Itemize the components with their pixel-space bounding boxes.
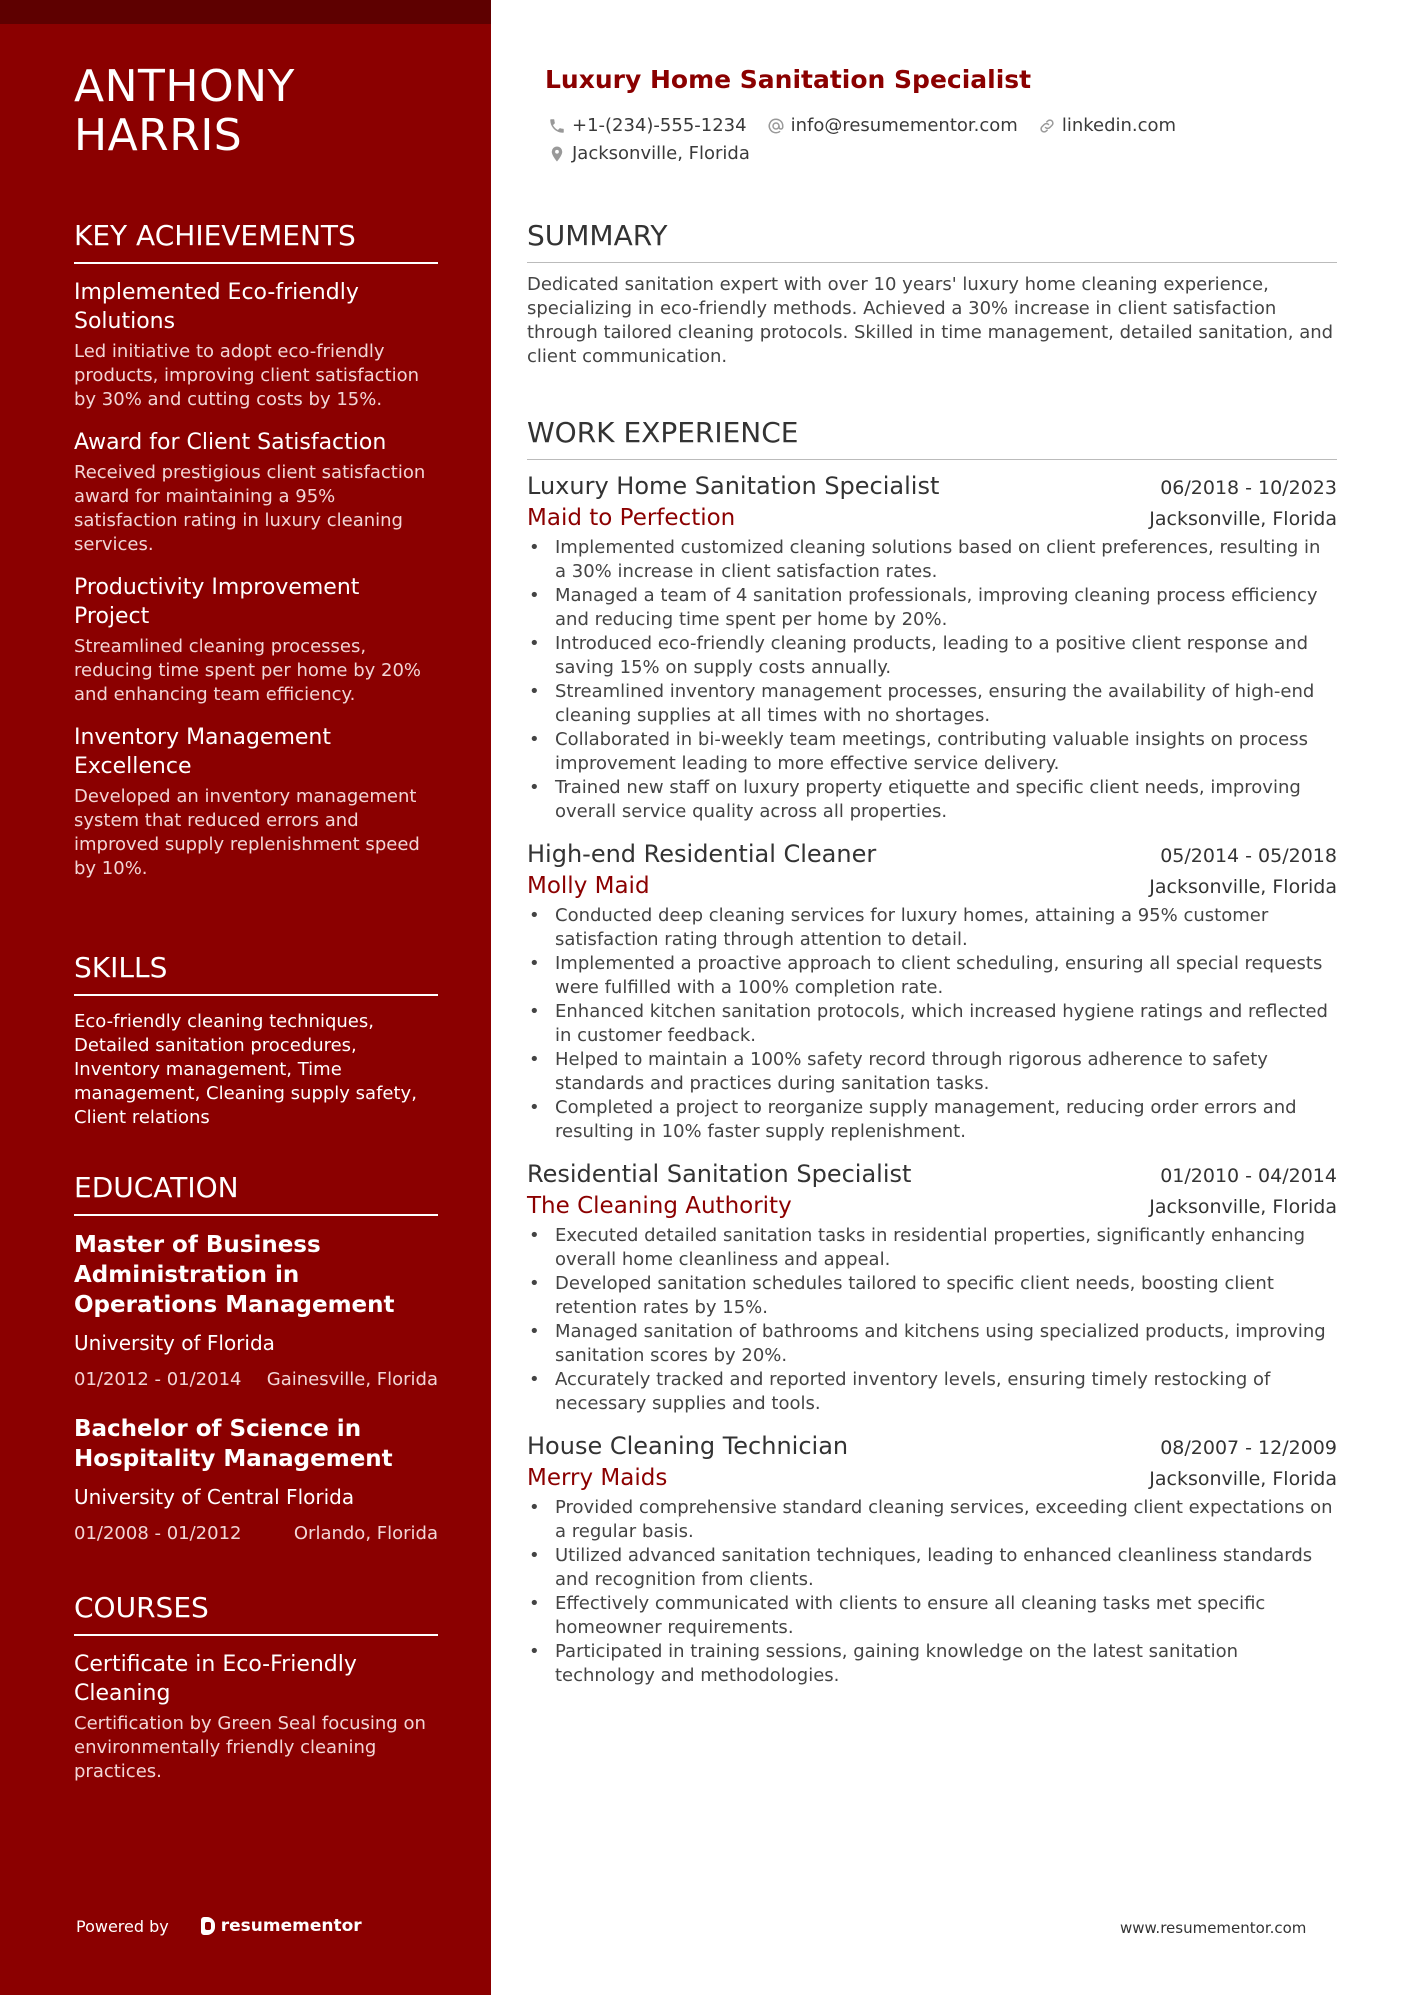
achievement-title: Implemented Eco-friendly Solutions	[74, 280, 359, 334]
job-bullet: • Streamlined inventory management processes, ensuring the availability of high-end cleaning supplies at all times with no shortages.	[555, 680, 1337, 728]
job-bullets	[527, 904, 1337, 1144]
achievement-title: Award for Client Satisfaction	[74, 430, 387, 455]
person-name: ANTHONY HARRIS	[74, 61, 295, 161]
job-bullet: • Managed a team of 4 sanitation professionals, improving cleaning process efficiency and reducing time spent per home by 20%.	[555, 584, 1337, 632]
achievement-desc: Streamlined cleaning processes, reducing time spent per home by 20% and enhancing team efficiency.	[74, 636, 422, 705]
contact-phone[interactable]	[548, 114, 747, 138]
education-location: Gainesville, Florida	[266, 1369, 438, 1390]
job-bullet: • Utilized advanced sanitation techniques, leading to enhanced cleanliness standards and recognition from clients.	[555, 1544, 1337, 1592]
job-bullet: • Helped to maintain a 100% safety record through rigorous adherence to safety standards and practices during sanitation tasks.	[555, 1048, 1337, 1096]
job-subheader	[527, 502, 1337, 534]
job-entry	[527, 838, 1337, 1144]
job-bullet: • Trained new staff on luxury property etiquette and specific client needs, improving overall service quality across all properties.	[555, 776, 1337, 824]
job-role: Residential Sanitation Specialist	[527, 1160, 912, 1188]
job-bullets	[527, 536, 1337, 824]
contact-row	[548, 140, 1328, 168]
sidebar	[0, 0, 491, 1995]
job-bullets	[527, 1224, 1337, 1416]
headline-title: Luxury Home Sanitation Specialist	[545, 65, 1032, 94]
job-subheader	[527, 1462, 1337, 1494]
job-company: Maid to Perfection	[527, 505, 736, 531]
contact-row	[548, 112, 1328, 140]
link-icon	[1038, 117, 1056, 135]
education-section	[74, 1170, 438, 1568]
email-text: info@resumementor.com	[790, 115, 1018, 136]
achievement-item	[74, 573, 438, 707]
achievement-desc: Led initiative to adopt eco-friendly products, improving client satisfaction by 30% and cutting costs by 15%.	[74, 341, 419, 410]
footer-url[interactable]: www.resumementor.com	[1120, 1919, 1307, 1937]
location-pin-icon	[548, 145, 566, 163]
achievements-section	[74, 218, 438, 897]
job-dates: 08/2007 - 12/2009	[1160, 1437, 1337, 1459]
job-location: Jacksonville, Florida	[1149, 508, 1337, 530]
education-heading: EDUCATION	[74, 1170, 438, 1216]
experience-heading: WORK EXPERIENCE	[527, 415, 1337, 460]
education-meta	[74, 1368, 438, 1392]
summary-section	[527, 218, 1337, 369]
brand-name: resumementor	[220, 1916, 362, 1936]
contact-location	[548, 142, 750, 166]
job-bullet: • Introduced eco-friendly cleaning products, leading to a positive client response and saving 15% on supply costs annually.	[555, 632, 1337, 680]
job-location: Jacksonville, Florida	[1149, 1468, 1337, 1490]
job-bullet: • Executed detailed sanitation tasks in residential properties, significantly enhancing overall home cleanliness and appeal.	[555, 1224, 1337, 1272]
achievement-title: Productivity Improvement Project	[74, 575, 360, 629]
location-text: Jacksonville, Florida	[572, 143, 750, 164]
achievement-desc: Received prestigious client satisfaction award for maintaining a 95% satisfaction rating in luxury cleaning services.	[74, 462, 426, 555]
contact-block	[548, 112, 1328, 168]
summary-heading: SUMMARY	[527, 218, 1337, 263]
skills-text: Eco-friendly cleaning techniques, Detailed sanitation procedures, Inventory management, Time management, Cleaning supply safety, Client relations	[74, 1011, 417, 1128]
job-dates: 05/2014 - 05/2018	[1160, 845, 1337, 867]
job-role: Luxury Home Sanitation Specialist	[527, 472, 940, 500]
job-header	[527, 1158, 1337, 1190]
job-dates: 06/2018 - 10/2023	[1160, 477, 1337, 499]
job-role: House Cleaning Technician	[527, 1432, 849, 1460]
education-meta	[74, 1522, 438, 1546]
summary-text: Dedicated sanitation expert with over 10 years' luxury home cleaning experience, specializing in eco-friendly methods. Achieved a 30% increase in client satisfaction through tailored cleaning protocols. Skilled in time management, detailed sanitation, and client communication.	[527, 274, 1334, 367]
sidebar-top-strip	[0, 0, 491, 24]
achievement-item	[74, 428, 438, 557]
skills-heading: SKILLS	[74, 950, 438, 996]
education-item	[74, 1414, 438, 1546]
job-header	[527, 1430, 1337, 1462]
achievement-title: Inventory Management Excellence	[74, 725, 331, 779]
job-bullet: • Conducted deep cleaning services for luxury homes, attaining a 95% customer satisfaction rating through attention to detail.	[555, 904, 1337, 952]
brand-logo[interactable]	[201, 1916, 362, 1936]
job-entry	[527, 1158, 1337, 1416]
education-dates: 01/2012 - 01/2014	[74, 1369, 242, 1390]
at-icon	[767, 117, 785, 135]
job-location: Jacksonville, Florida	[1149, 1196, 1337, 1218]
job-bullets	[527, 1496, 1337, 1688]
job-bullet: • Developed sanitation schedules tailored to specific client needs, boosting client retention rates by 15%.	[555, 1272, 1337, 1320]
job-header	[527, 470, 1337, 502]
achievement-desc: Developed an inventory management system that reduced errors and improved supply replenishment speed by 10%.	[74, 786, 420, 879]
achievement-item	[74, 723, 438, 881]
education-school: University of Central Florida	[74, 1485, 355, 1509]
job-bullet: • Accurately tracked and reported inventory levels, ensuring timely restocking of necessary supplies and tools.	[555, 1368, 1337, 1416]
brand-logo-icon	[201, 1917, 215, 1935]
job-company: Merry Maids	[527, 1465, 668, 1491]
achievement-item	[74, 278, 438, 412]
job-entry	[527, 1430, 1337, 1688]
courses-heading: COURSES	[74, 1590, 438, 1636]
courses-section	[74, 1590, 438, 1800]
phone-text: +1-(234)-555-1234	[572, 115, 747, 136]
job-location: Jacksonville, Florida	[1149, 876, 1337, 898]
job-bullet: • Completed a project to reorganize supply management, reducing order errors and resulting in 10% faster supply replenishment.	[555, 1096, 1337, 1144]
job-bullet: • Implemented customized cleaning solutions based on client preferences, resulting in a 30% increase in client satisfaction rates.	[555, 536, 1337, 584]
job-bullet: • Provided comprehensive standard cleaning services, exceeding client expectations on a regular basis.	[555, 1496, 1337, 1544]
job-role: High-end Residential Cleaner	[527, 840, 877, 868]
education-degree: Master of Business Administration in Operations Management	[74, 1232, 395, 1318]
job-bullet: • Collaborated in bi-weekly team meetings, contributing valuable insights on process improvement leading to more effective service delivery.	[555, 728, 1337, 776]
job-header	[527, 838, 1337, 870]
linkedin-text: linkedin.com	[1061, 115, 1177, 136]
education-dates: 01/2008 - 01/2012	[74, 1523, 242, 1544]
job-entry	[527, 470, 1337, 824]
education-location: Orlando, Florida	[293, 1523, 438, 1544]
course-desc: Certification by Green Seal focusing on environmentally friendly cleaning practices.	[74, 1713, 426, 1782]
powered-by	[76, 1916, 362, 1936]
course-title: Certificate in Eco-Friendly Cleaning	[74, 1652, 357, 1706]
education-item	[74, 1230, 438, 1392]
job-company: The Cleaning Authority	[527, 1193, 792, 1219]
contact-linkedin[interactable]	[1038, 114, 1176, 138]
job-bullet: • Enhanced kitchen sanitation protocols, which increased hygiene ratings and reflected in customer feedback.	[555, 1000, 1337, 1048]
job-bullet: • Implemented a proactive approach to client scheduling, ensuring all special requests were fulfilled with a 100% completion rate.	[555, 952, 1337, 1000]
experience-section	[527, 415, 1337, 1702]
powered-by-label: Powered by	[76, 1916, 169, 1936]
job-company: Molly Maid	[527, 873, 650, 899]
job-bullet: • Effectively communicated with clients to ensure all cleaning tasks met specific homeowner requirements.	[555, 1592, 1337, 1640]
job-bullet: • Participated in training sessions, gaining knowledge on the latest sanitation technology and methodologies.	[555, 1640, 1337, 1688]
education-degree: Bachelor of Science in Hospitality Management	[74, 1416, 393, 1472]
job-dates: 01/2010 - 04/2014	[1160, 1165, 1337, 1187]
job-bullet: • Managed sanitation of bathrooms and kitchens using specialized products, improving sanitation scores by 20%.	[555, 1320, 1337, 1368]
education-school: University of Florida	[74, 1331, 275, 1355]
job-subheader	[527, 870, 1337, 902]
phone-icon	[548, 117, 566, 135]
contact-email[interactable]	[767, 114, 1018, 138]
job-subheader	[527, 1190, 1337, 1222]
skills-section	[74, 950, 438, 1130]
achievements-heading: KEY ACHIEVEMENTS	[74, 218, 438, 264]
